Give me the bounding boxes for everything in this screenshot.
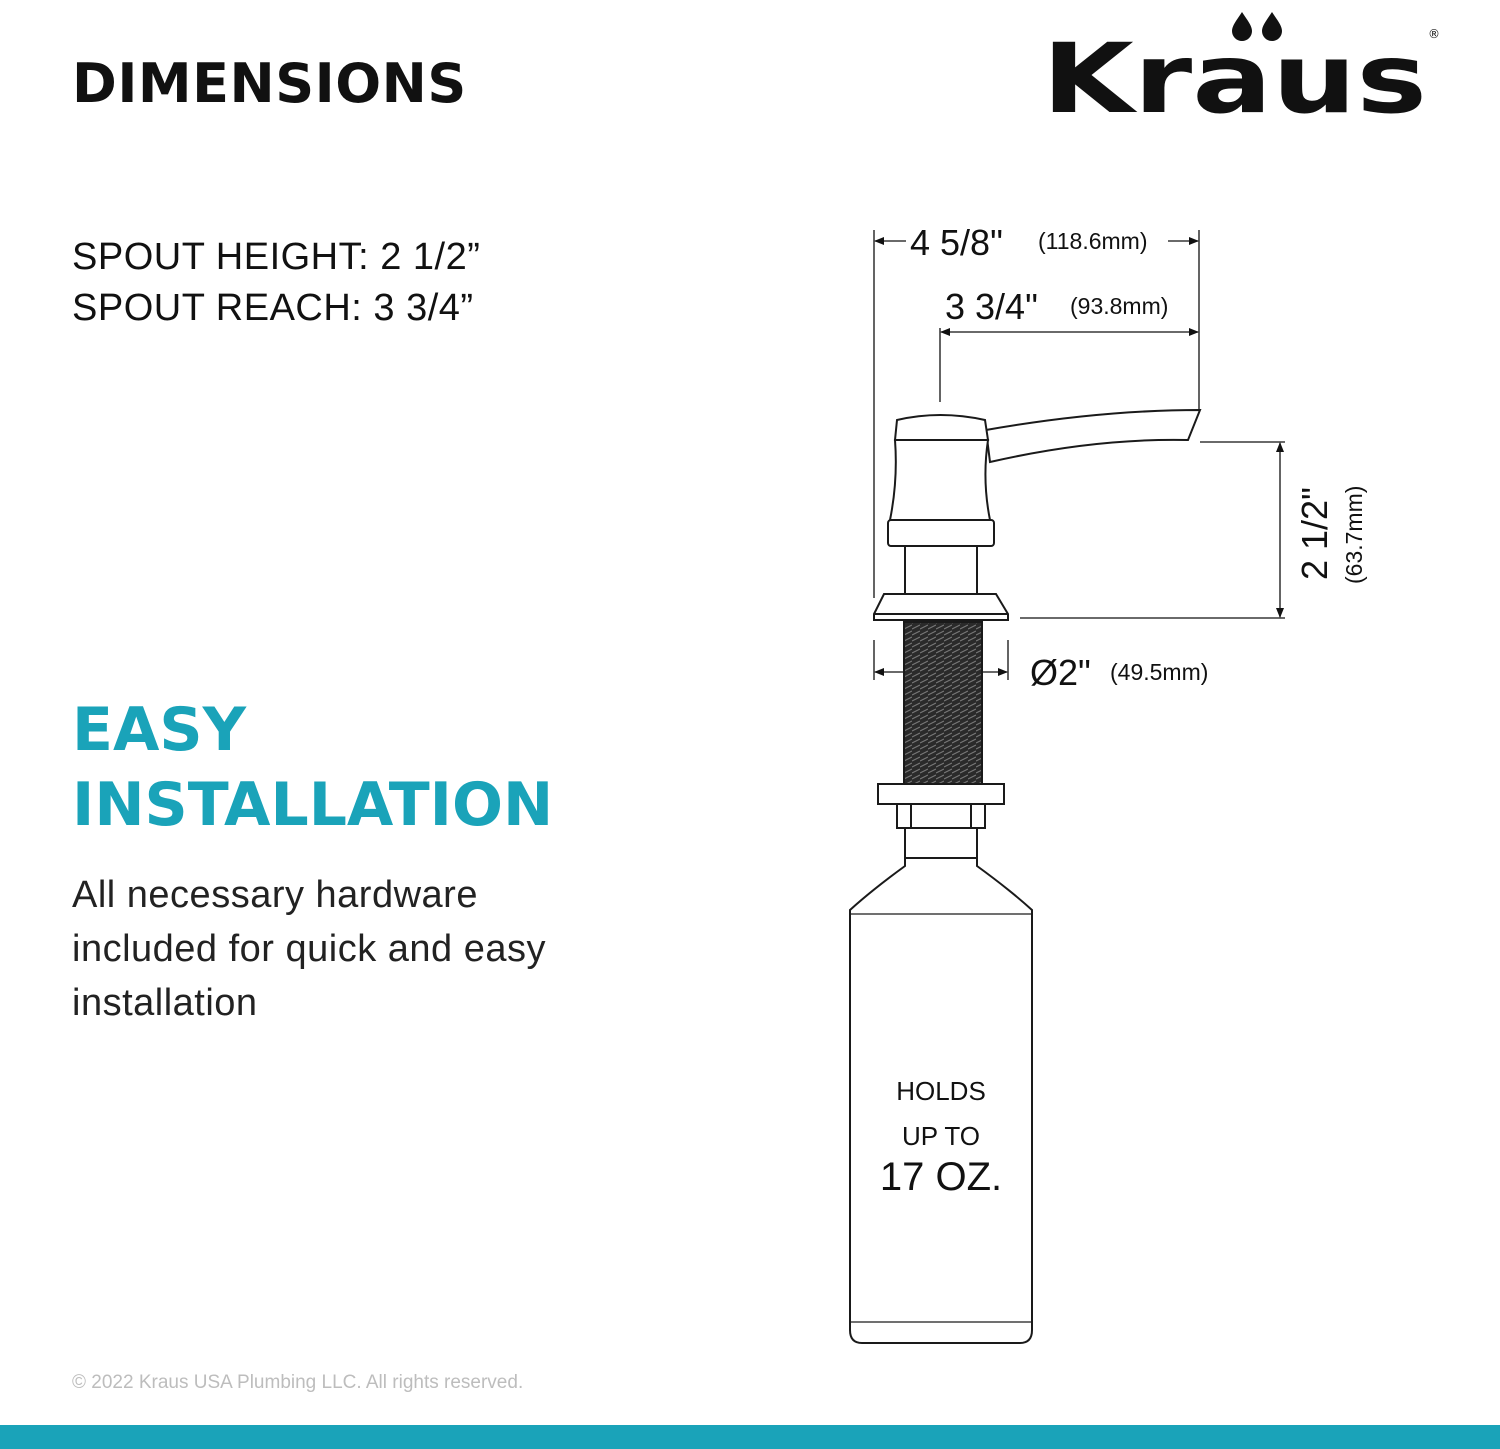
height-mm-label: (63.7mm): [1341, 485, 1367, 584]
logo-wordmark: Kraus: [1042, 23, 1427, 122]
bottle-capacity-line2: UP TO: [901, 1121, 981, 1151]
reach-label: 3 3/4": [945, 286, 1038, 327]
spout-height-spec: SPOUT HEIGHT: 2 1/2”: [72, 236, 481, 278]
pump-head: [890, 440, 990, 520]
bottle-neck: [905, 828, 977, 858]
spout: [986, 410, 1200, 462]
feature-title-line1: EASY: [72, 695, 247, 765]
overall-width-label: 4 5/8": [910, 222, 1003, 263]
pump-collar: [888, 520, 994, 546]
diameter-label: Ø2": [1030, 652, 1091, 693]
reach-mm-label: (93.8mm): [1070, 293, 1169, 319]
accent-bar: [0, 1425, 1500, 1449]
mounting-hardware: [878, 784, 1004, 858]
copyright-text: © 2022 Kraus USA Plumbing LLC. All rights reserved.: [72, 1372, 524, 1393]
dispenser-outline: [874, 410, 1200, 620]
diameter-mm-label: (49.5mm): [1110, 659, 1209, 685]
height-label: 2 1/2": [1294, 487, 1335, 580]
spout-reach-spec: SPOUT REACH: 3 3/4”: [72, 287, 474, 329]
threaded-shank: [904, 622, 982, 784]
bottle-capacity-line1: HOLDS: [896, 1076, 986, 1106]
feature-description: All necessary hardware included for quick and easy installation: [72, 874, 547, 1024]
deck-flange: [874, 594, 1008, 620]
feature-title-line2: INSTALLATION: [72, 770, 554, 840]
registered-mark: ®: [1428, 27, 1440, 41]
page-title: DIMENSIONS: [72, 52, 467, 115]
lock-nut: [878, 784, 1004, 804]
pump-cap: [895, 415, 988, 440]
bottle-capacity-line3: 17 OZ.: [879, 1155, 1003, 1199]
overall-width-mm-label: (118.6mm): [1038, 228, 1148, 254]
pump-stem: [905, 546, 977, 594]
